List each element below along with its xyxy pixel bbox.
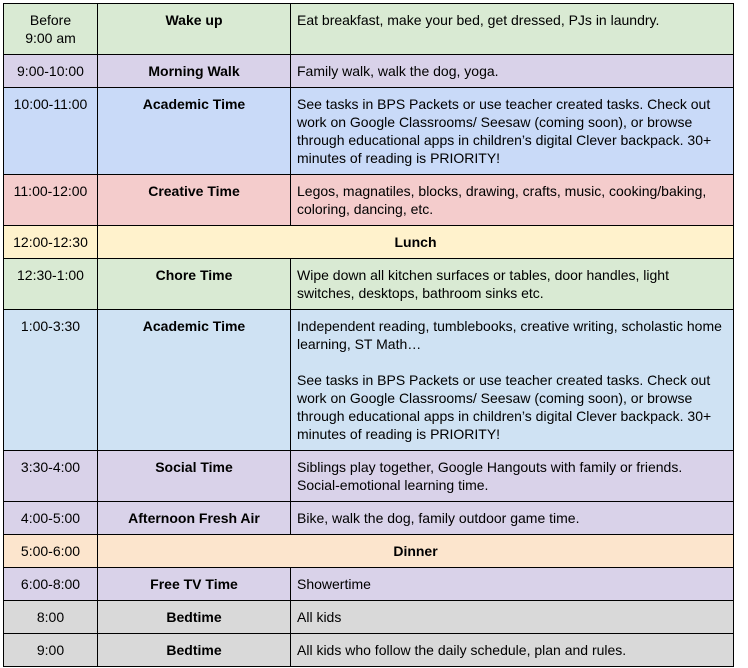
description-cell: See tasks in BPS Packets or use teacher created tasks. Check out work on Google Classrooms/ Seesaw (coming soon), or browse through educational apps in children’s digital Clever backpack. 30+ minutes of reading is PRIORITY! bbox=[291, 88, 734, 175]
description-cell: Showertime bbox=[291, 568, 734, 601]
schedule-row bbox=[4, 451, 734, 502]
activity-cell: Academic Time bbox=[98, 88, 291, 175]
time-cell bbox=[4, 4, 98, 55]
activity-cell: Lunch bbox=[98, 226, 734, 259]
schedule-row bbox=[4, 55, 734, 88]
time-cell: 6:00-8:00 bbox=[4, 568, 98, 601]
description-cell: Wipe down all kitchen surfaces or tables, door handles, light switches, desktops, bathroom sinks etc. bbox=[291, 259, 734, 310]
description-cell: Eat breakfast, make your bed, get dressed, PJs in laundry. bbox=[291, 4, 734, 55]
activity-cell: Dinner bbox=[98, 535, 734, 568]
time-cell: 4:00-5:00 bbox=[4, 502, 98, 535]
description-cell: Bike, walk the dog, family outdoor game time. bbox=[291, 502, 734, 535]
schedule-row bbox=[4, 502, 734, 535]
time-cell: 8:00 bbox=[4, 601, 98, 634]
description-cell: Independent reading, tumblebooks, creative writing, scholastic home learning, ST Math… See tasks in BPS Packets or use teacher created tasks. Check out work on Google Classrooms/ Seesaw (coming soon), or browse through educational apps in children’s digital Clever backpack. 30+ minutes of reading is PRIORITY! bbox=[291, 310, 734, 451]
activity-cell: Academic Time bbox=[98, 310, 291, 451]
description-cell: All kids bbox=[291, 601, 734, 634]
activity-cell: Creative Time bbox=[98, 175, 291, 226]
schedule-row bbox=[4, 226, 734, 259]
description-cell: Siblings play together, Google Hangouts with family or friends. Social-emotional learning time. bbox=[291, 451, 734, 502]
activity-cell: Morning Walk bbox=[98, 55, 291, 88]
time-line-2: 9:00 am bbox=[25, 30, 76, 46]
schedule-row bbox=[4, 634, 734, 667]
time-cell: 11:00-12:00 bbox=[4, 175, 98, 226]
time-cell: 12:00-12:30 bbox=[4, 226, 98, 259]
schedule-container bbox=[3, 3, 734, 667]
description-cell: Legos, magnatiles, blocks, drawing, crafts, music, cooking/baking, coloring, dancing, etc. bbox=[291, 175, 734, 226]
schedule-row bbox=[4, 310, 734, 451]
activity-cell: Afternoon Fresh Air bbox=[98, 502, 291, 535]
activity-cell: Chore Time bbox=[98, 259, 291, 310]
schedule-row bbox=[4, 535, 734, 568]
time-line-1: Before bbox=[29, 12, 72, 28]
activity-cell: Wake up bbox=[98, 4, 291, 55]
activity-cell: Bedtime bbox=[98, 601, 291, 634]
description-cell: Family walk, walk the dog, yoga. bbox=[291, 55, 734, 88]
description-cell: All kids who follow the daily schedule, plan and rules. bbox=[291, 634, 734, 667]
time-cell: 9:00-10:00 bbox=[4, 55, 98, 88]
time-cell: 12:30-1:00 bbox=[4, 259, 98, 310]
schedule-row bbox=[4, 601, 734, 634]
schedule-row bbox=[4, 175, 734, 226]
daily-schedule-table bbox=[3, 3, 734, 667]
activity-cell: Social Time bbox=[98, 451, 291, 502]
schedule-row bbox=[4, 4, 734, 55]
time-cell: 3:30-4:00 bbox=[4, 451, 98, 502]
time-cell: 9:00 bbox=[4, 634, 98, 667]
time-cell: 5:00-6:00 bbox=[4, 535, 98, 568]
activity-cell: Free TV Time bbox=[98, 568, 291, 601]
activity-cell: Bedtime bbox=[98, 634, 291, 667]
schedule-row bbox=[4, 88, 734, 175]
time-cell: 10:00-11:00 bbox=[4, 88, 98, 175]
schedule-row bbox=[4, 568, 734, 601]
time-cell: 1:00-3:30 bbox=[4, 310, 98, 451]
schedule-row bbox=[4, 259, 734, 310]
